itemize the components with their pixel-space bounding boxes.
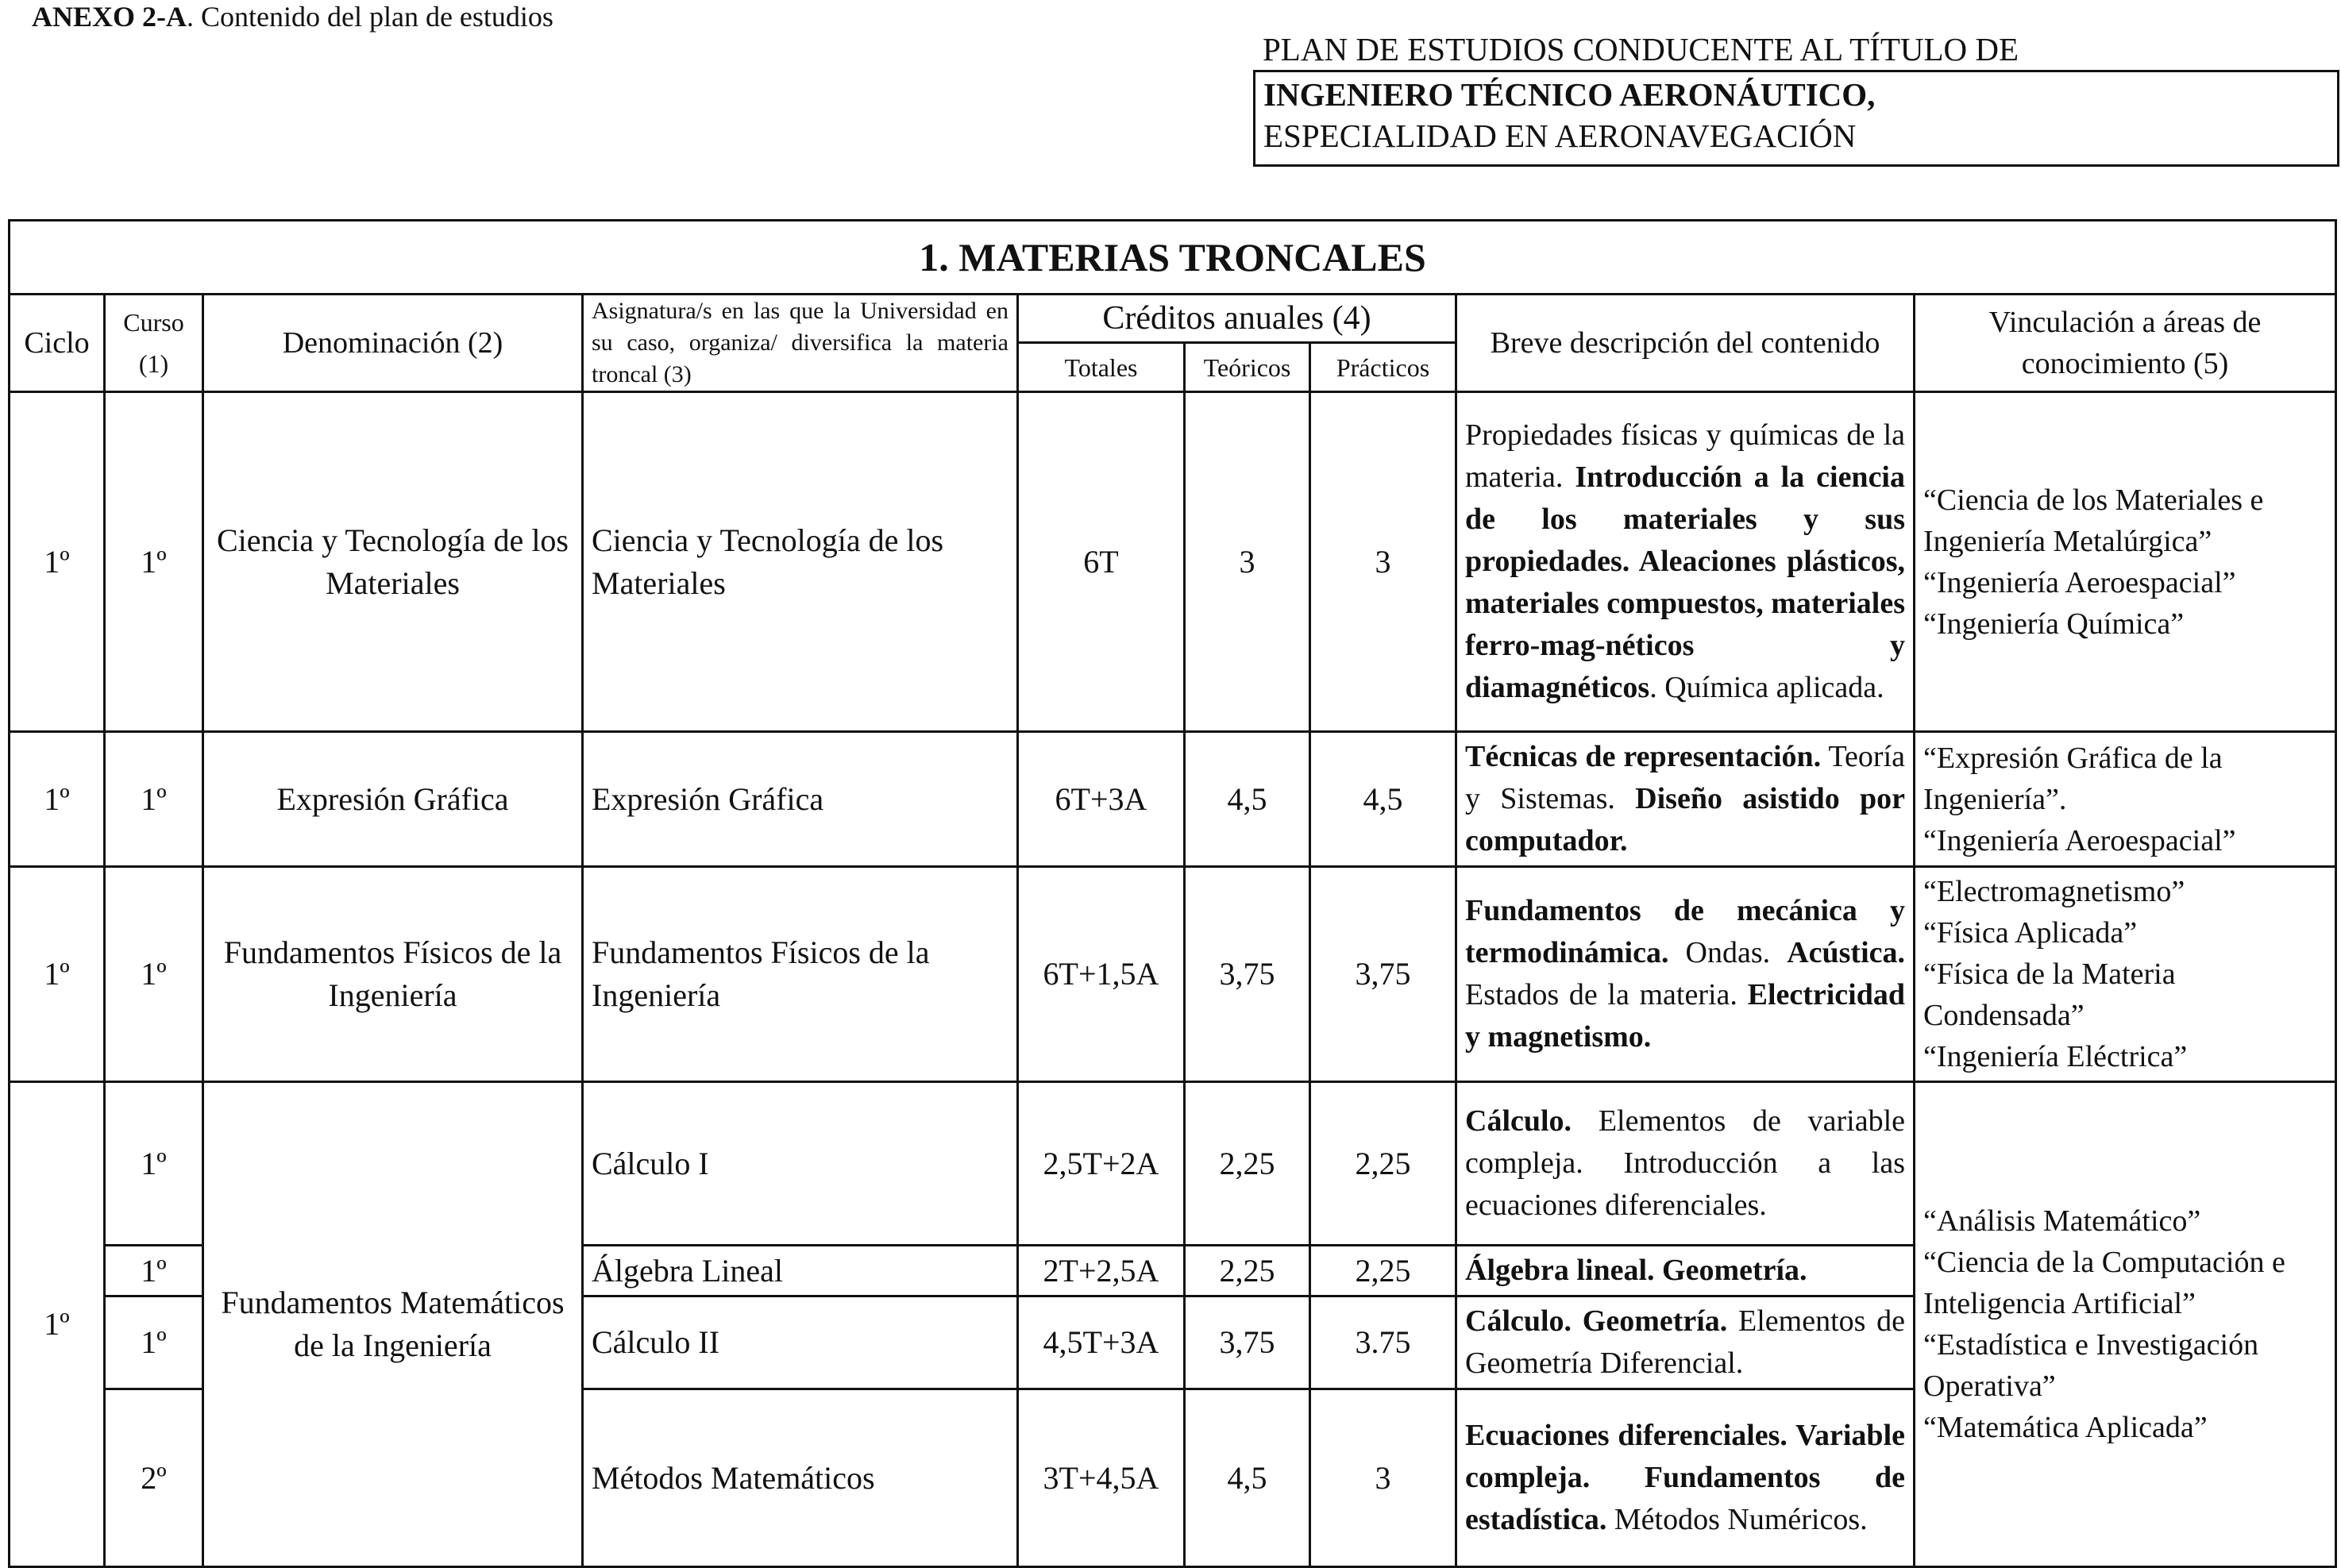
desc-text-bold: Cálculo. Geometría. <box>1465 1304 1728 1338</box>
teoricos-cell: 3 <box>1185 392 1310 732</box>
descripcion-cell <box>1456 1389 1915 1567</box>
desc-text-bold: Diseño asistido por computador. <box>1465 782 1905 857</box>
teoricos-cell: 4,5 <box>1185 1389 1310 1567</box>
teoricos-cell: 4,5 <box>1185 732 1310 867</box>
teoricos-cell: 2,25 <box>1185 1082 1310 1246</box>
area-item: “Ingeniería Aeroespacial” <box>1923 565 2236 599</box>
desc-text: Ondas. <box>1668 936 1788 969</box>
table-row <box>10 1082 2336 1246</box>
plan-title-line1: PLAN DE ESTUDIOS CONDUCENTE AL TÍTULO DE <box>1263 31 2019 67</box>
denominacion-cell: Fundamentos Físicos de la Ingeniería <box>203 867 583 1082</box>
practicos-cell: 3,75 <box>1310 867 1456 1082</box>
table-title: 1. MATERIAS TRONCALES <box>10 221 2336 295</box>
teoricos-cell: 2,25 <box>1185 1246 1310 1296</box>
desc-text-bold: Acústica. <box>1787 936 1905 969</box>
area-item: “Matemática Aplicada” <box>1923 1411 2208 1444</box>
area-item: “Electromagnetismo” <box>1923 875 2185 908</box>
annex-label: ANEXO 2-A <box>32 1 187 33</box>
desc-text-bold: Álgebra lineal. Geometría. <box>1465 1254 1807 1287</box>
curso-cell: 1º <box>105 1082 203 1246</box>
area-item: “Estadística e Investigación Operativa” <box>1923 1328 2259 1403</box>
desc-text-bold: Introducción a la ciencia de los materiales y sus propiedades. Aleaciones plásticos, materiales compuestos, materiales ferro-mag-néticos y diamagnéticos <box>1465 460 1906 704</box>
denominacion-cell: Expresión Gráfica <box>203 732 583 867</box>
practicos-cell: 4,5 <box>1310 732 1456 867</box>
vinculacion-cell <box>1915 1082 2336 1567</box>
denominacion-cell: Ciencia y Tecnología de los Materiales <box>203 392 583 732</box>
header-practicos: Prácticos <box>1310 343 1456 392</box>
practicos-cell: 3 <box>1310 392 1456 732</box>
ciclo-cell: 1º <box>10 1082 105 1567</box>
practicos-cell: 2,25 <box>1310 1246 1456 1296</box>
area-item: “Física de la Materia Condensada” <box>1923 957 2176 1032</box>
header-ciclo: Ciclo <box>10 295 105 392</box>
totales-cell: 6T+3A <box>1018 732 1185 867</box>
header-asignatura: Asignatura/s en las que la Universidad en su caso, organiza/ diversifica la materia troncal (3) <box>583 295 1018 392</box>
plan-title-line3: ESPECIALIDAD EN AERONAVEGACIÓN <box>1263 118 1857 154</box>
area-item: “Ciencia de los Materiales e Ingeniería Metalúrgica” <box>1923 483 2264 558</box>
area-item: “Expresión Gráfica de la Ingeniería”. <box>1923 741 2223 816</box>
desc-text: Elementos de Geometría Diferencial. <box>1465 1304 1905 1380</box>
header-denominacion: Denominación (2) <box>203 295 583 392</box>
desc-text: . Química aplicada. <box>1649 671 1884 704</box>
desc-text-bold: Técnicas de representación. <box>1465 740 1822 773</box>
area-item: “Ingeniería Aeroespacial” <box>1923 823 2236 857</box>
header-vinculacion: Vinculación a áreas de conocimiento (5) <box>1915 295 2336 392</box>
area-item: “Ingeniería Química” <box>1923 607 2185 641</box>
vinculacion-cell <box>1915 732 2336 867</box>
header-curso: Curso (1) <box>105 295 203 392</box>
header-totales: Totales <box>1018 343 1185 392</box>
vinculacion-cell <box>1915 392 2336 732</box>
header-creditos: Créditos anuales (4) <box>1018 295 1456 343</box>
asignatura-cell: Cálculo I <box>583 1082 1018 1246</box>
desc-text-bold: Electricidad y magnetismo. <box>1465 978 1905 1054</box>
curso-cell: 1º <box>105 1296 203 1389</box>
table-row <box>10 392 2336 732</box>
header-teoricos: Teóricos <box>1185 343 1310 392</box>
header-descripcion: Breve descripción del contenido <box>1456 295 1915 392</box>
area-item: “Ciencia de la Computación e Inteligencia Artificial” <box>1923 1246 2285 1320</box>
teoricos-cell: 3,75 <box>1185 867 1310 1082</box>
practicos-cell: 3 <box>1310 1389 1456 1567</box>
desc-text-bold: Ecuaciones diferenciales. Variable compleja. Fundamentos de estadística. <box>1465 1419 1905 1536</box>
asignatura-cell: Expresión Gráfica <box>583 732 1018 867</box>
descripcion-cell <box>1456 392 1915 732</box>
practicos-cell: 3.75 <box>1310 1296 1456 1389</box>
asignatura-cell: Álgebra Lineal <box>583 1246 1018 1296</box>
denominacion-cell: Fundamentos Matemáticos de la Ingeniería <box>203 1082 583 1567</box>
desc-text: Propiedades físicas y químicas de la materia. <box>1465 418 1905 494</box>
annex-heading <box>32 0 553 33</box>
materias-troncales-table <box>8 219 2337 1568</box>
table-row <box>10 867 2336 1082</box>
totales-cell: 6T+1,5A <box>1018 867 1185 1082</box>
desc-text: Teoría y Sistemas. <box>1465 740 1905 815</box>
asignatura-cell: Cálculo II <box>583 1296 1018 1389</box>
totales-cell: 2,5T+2A <box>1018 1082 1185 1246</box>
descripcion-cell <box>1456 867 1915 1082</box>
area-item: “Análisis Matemático” <box>1923 1204 2201 1238</box>
totales-cell: 6T <box>1018 392 1185 732</box>
curso-cell: 2º <box>105 1389 203 1567</box>
descripcion-cell <box>1456 1246 1915 1296</box>
ciclo-cell: 1º <box>10 732 105 867</box>
totales-cell: 2T+2,5A <box>1018 1246 1185 1296</box>
curso-cell: 1º <box>105 867 203 1082</box>
practicos-cell: 2,25 <box>1310 1082 1456 1246</box>
table-row <box>10 732 2336 867</box>
asignatura-cell: Ciencia y Tecnología de los Materiales <box>583 392 1018 732</box>
ciclo-cell: 1º <box>10 392 105 732</box>
curso-cell: 1º <box>105 392 203 732</box>
plan-title-box <box>1253 70 2339 167</box>
area-item: “Ingeniería Eléctrica” <box>1923 1040 2188 1073</box>
totales-cell: 3T+4,5A <box>1018 1389 1185 1567</box>
descripcion-cell <box>1456 1082 1915 1246</box>
area-item: “Física Aplicada” <box>1923 916 2138 950</box>
teoricos-cell: 3,75 <box>1185 1296 1310 1389</box>
vinculacion-cell <box>1915 867 2336 1082</box>
annex-subtitle: . Contenido del plan de estudios <box>187 1 553 33</box>
curso-cell: 1º <box>105 732 203 867</box>
desc-text: Elementos de variable compleja. Introducción a las ecuaciones diferenciales. <box>1465 1104 1905 1222</box>
asignatura-cell: Fundamentos Físicos de la Ingeniería <box>583 867 1018 1082</box>
desc-text: Estados de la materia. <box>1465 978 1748 1011</box>
descripcion-cell <box>1456 1296 1915 1389</box>
plan-title-line2: INGENIERO TÉCNICO AERONÁUTICO, <box>1263 76 1876 113</box>
asignatura-cell: Métodos Matemáticos <box>583 1389 1018 1567</box>
desc-text-bold: Cálculo. <box>1465 1104 1572 1138</box>
descripcion-cell <box>1456 732 1915 867</box>
totales-cell: 4,5T+3A <box>1018 1296 1185 1389</box>
desc-text-bold: Fundamentos de mecánica y termodinámica. <box>1465 894 1905 969</box>
ciclo-cell: 1º <box>10 867 105 1082</box>
curso-cell: 1º <box>105 1246 203 1296</box>
desc-text: Métodos Numéricos. <box>1606 1503 1868 1536</box>
